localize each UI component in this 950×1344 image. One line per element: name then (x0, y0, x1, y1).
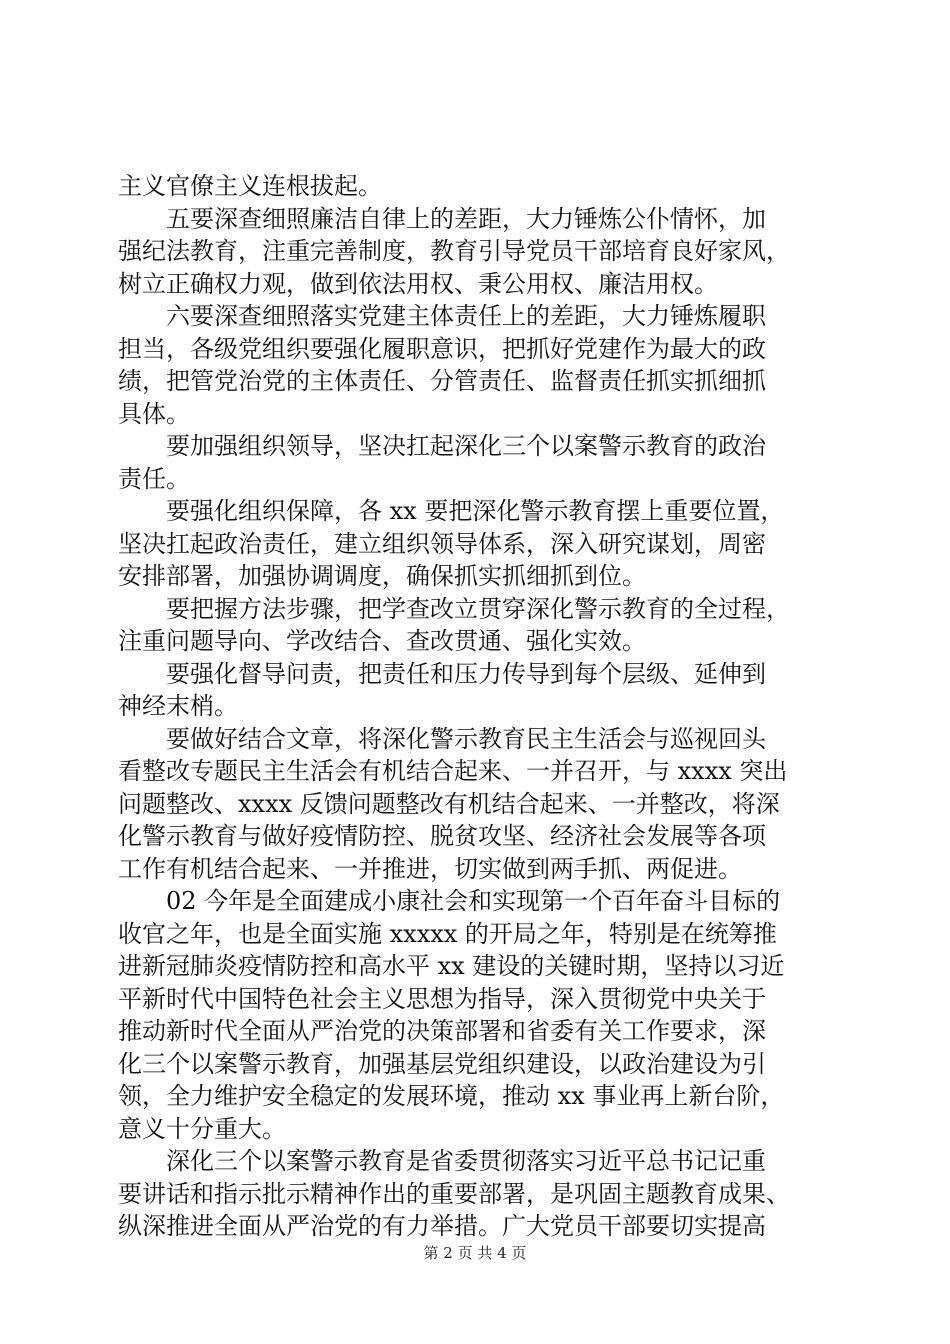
paragraph: 六要深查细照落实党建主体责任上的差距，大力锤炼履职 担当，各级党组织要强化履职意识，把抓好党建作为最大的政 绩，把管党治党的主体责任、分管责任、监督责任抓实抓细抓 具体。 (118, 302, 766, 428)
paragraph: 主义官僚主义连根拔起。 (118, 172, 382, 200)
paragraph: 02 今年是全面建成小康社会和实现第一个百年奋斗目标的 收官之年，也是全面实施 xxxxx 的开局之年，特别是在统筹推 进新冠肺炎疫情防控和高水平 xx 建设的关键时期，坚持以习近 平新时代中国特色社会主义思想为指导，深入贯彻党中央关于 推动新时代全面从严治党的决策部署和省委有关工作要求，深 化三个以案警示教育，加强基层党组织建设，以政治建设为引 领，全力维护安全稳定的发展环境，推动 xx 事业再上新台阶， 意义十分重大。 (118, 887, 785, 1143)
paragraph: 要加强组织领导，坚决扛起深化三个以案警示教育的政治 责任。 (118, 432, 766, 493)
paragraph: 要强化组织保障，各 xx 要把深化警示教育摆上重要位置， 坚决扛起政治责任，建立组织领导体系，深入研究谋划，周密 安排部署，加强协调调度，确保抓实抓细抓到位。 (118, 497, 785, 590)
paragraph: 要做好结合文章，将深化警示教育民主生活会与巡视回头 看整改专题民主生活会有机结合起来、一并召开，与 xxxx 突出 问题整改、xxxx 反馈问题整改有机结合起来、一并整改，将深 化警示教育与做好疫情防控、脱贫攻坚、经济社会发展等各项 工作有机结合起来、一并推进，切实做到两手抓、两促进。 (118, 724, 788, 883)
paragraph: 深化三个以案警示教育是省委贯彻落实习近平总书记记重 要讲话和指示批示精神作出的重要部署，是巩固主题教育成果、 纵深推进全面从严治党的有力举措。广大党员干部要切实提高 (118, 1147, 790, 1240)
paragraph: 要把握方法步骤，把学查改立贯穿深化警示教育的全过程， 注重问题导向、学改结合、查改贯通、强化实效。 (118, 594, 790, 655)
paragraph: 要强化督导问责，把责任和压力传导到每个层级、延伸到 神经末梢。 (118, 659, 766, 720)
paragraph: 五要深查细照廉洁自律上的差距，大力锤炼公仆情怀，加 强纪法教育，注重完善制度，教育引导党员干部培育良好家风， 树立正确权力观，做到依法用权、秉公用权、廉洁用权。 (118, 204, 790, 298)
document-body (118, 170, 838, 1243)
page-footer: 第 2 页 共 4 页 (423, 1244, 527, 1262)
